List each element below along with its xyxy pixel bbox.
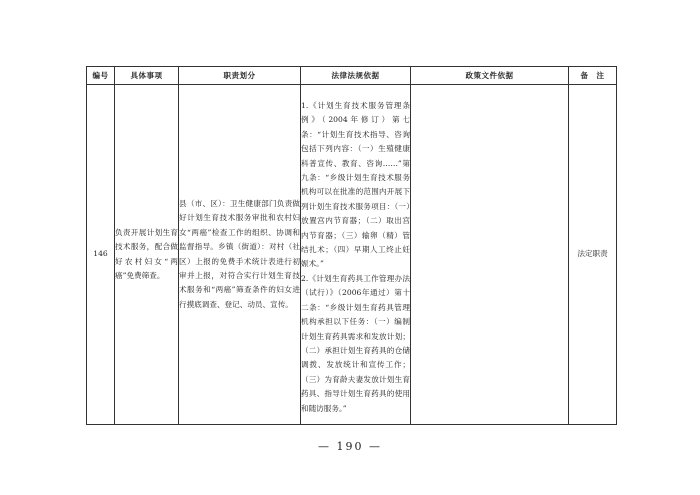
table-header-row (87, 67, 617, 85)
law-text-2: 2.《计划生育药具工作管理办法（试行）》（2006年通过）第十二条：“乡级计划生育药具管理机构承担以下任务：（一）编制计划生育药具需求和发放计划；（二）承担计划生育药具的仓储调拨、发放统计和宣传工作；（三）为育龄夫妻发放计划生育药具、指导计划生育药具的使用和随访服务。” (301, 273, 410, 413)
row-item: 负责开展计划生育技术服务，配合做好农村妇女“两癌”免费筛查。 (115, 85, 179, 425)
row-duty: 县（市、区）：卫生健康部门负责做好计划生育技术服务审批和农村妇女“两癌”检查工作的组织、协调和监督指导。乡镇（街道）：对村（社区）上报的免费手术统计表进行初审并上报，对符合实行计划生育技术服务和“两癌”筛查条件的妇女进行摸底调查、登记、动员、宣传。 (179, 85, 301, 425)
row-number: 146 (87, 85, 115, 425)
row-note: 法定职责 (569, 85, 617, 425)
header-note: 备 注 (569, 67, 617, 85)
header-number: 编号 (87, 67, 115, 85)
header-policy: 政策文件依据 (411, 67, 569, 85)
table-row (87, 85, 617, 425)
row-policy (411, 85, 569, 425)
law-text-1: 1.《计划生育技术服务管理条例》（2004年修订）第七条：“计划生育技术指导、咨询包括下列内容：（一）生殖健康科普宣传、教育、咨询……”第九条：“乡级计划生育技术服务机构可以在批准的范围内开展下列计划生育技术服务项目：（一）放置宫内节育器；（二）取出宫内节育器；（三）输卵（精）管结扎术；（四）早期人工终止妊娠术。” (301, 101, 410, 269)
responsibility-table (86, 66, 617, 425)
header-item: 具体事项 (115, 67, 179, 85)
page-number: — 190 — (318, 440, 382, 453)
row-law (301, 85, 411, 425)
header-law: 法律法规依据 (301, 67, 411, 85)
header-duty: 职责划分 (179, 67, 301, 85)
